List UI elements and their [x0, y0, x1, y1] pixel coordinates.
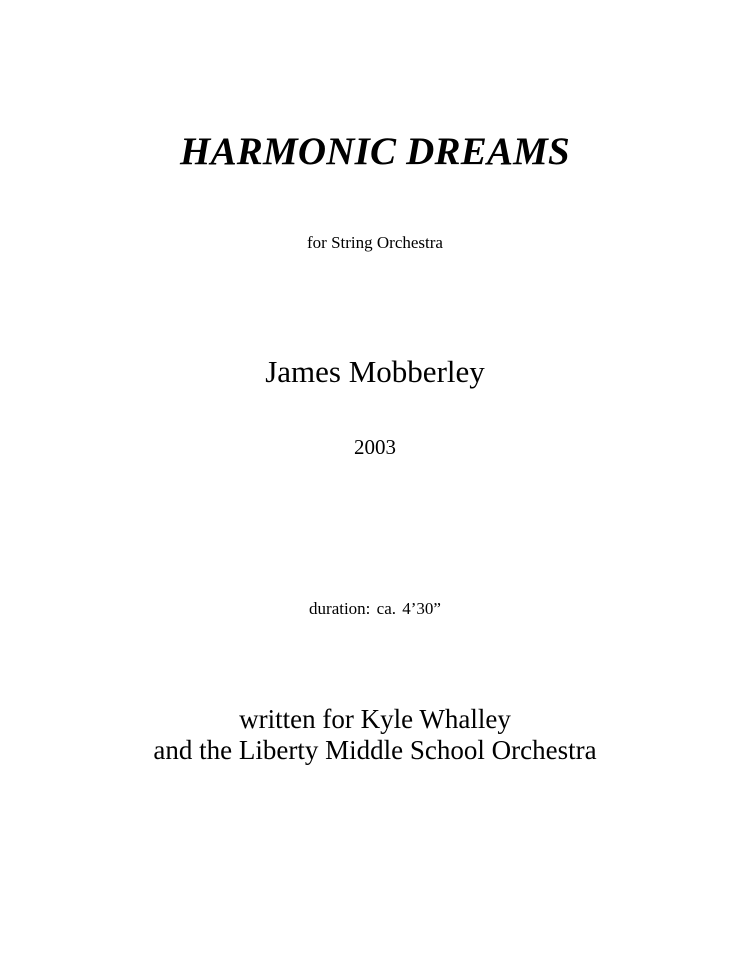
dedication-line-2: and the Liberty Middle School Orchestra: [153, 735, 597, 765]
instrumentation-subtitle: for String Orchestra: [307, 233, 443, 252]
duration-note: duration: ca. 4’30”: [309, 599, 441, 618]
work-title: HARMONIC DREAMS: [180, 130, 570, 173]
composition-year: 2003: [354, 435, 396, 459]
dedication-line-1: written for Kyle Whalley: [239, 704, 511, 734]
composer-name: James Mobberley: [265, 354, 485, 389]
